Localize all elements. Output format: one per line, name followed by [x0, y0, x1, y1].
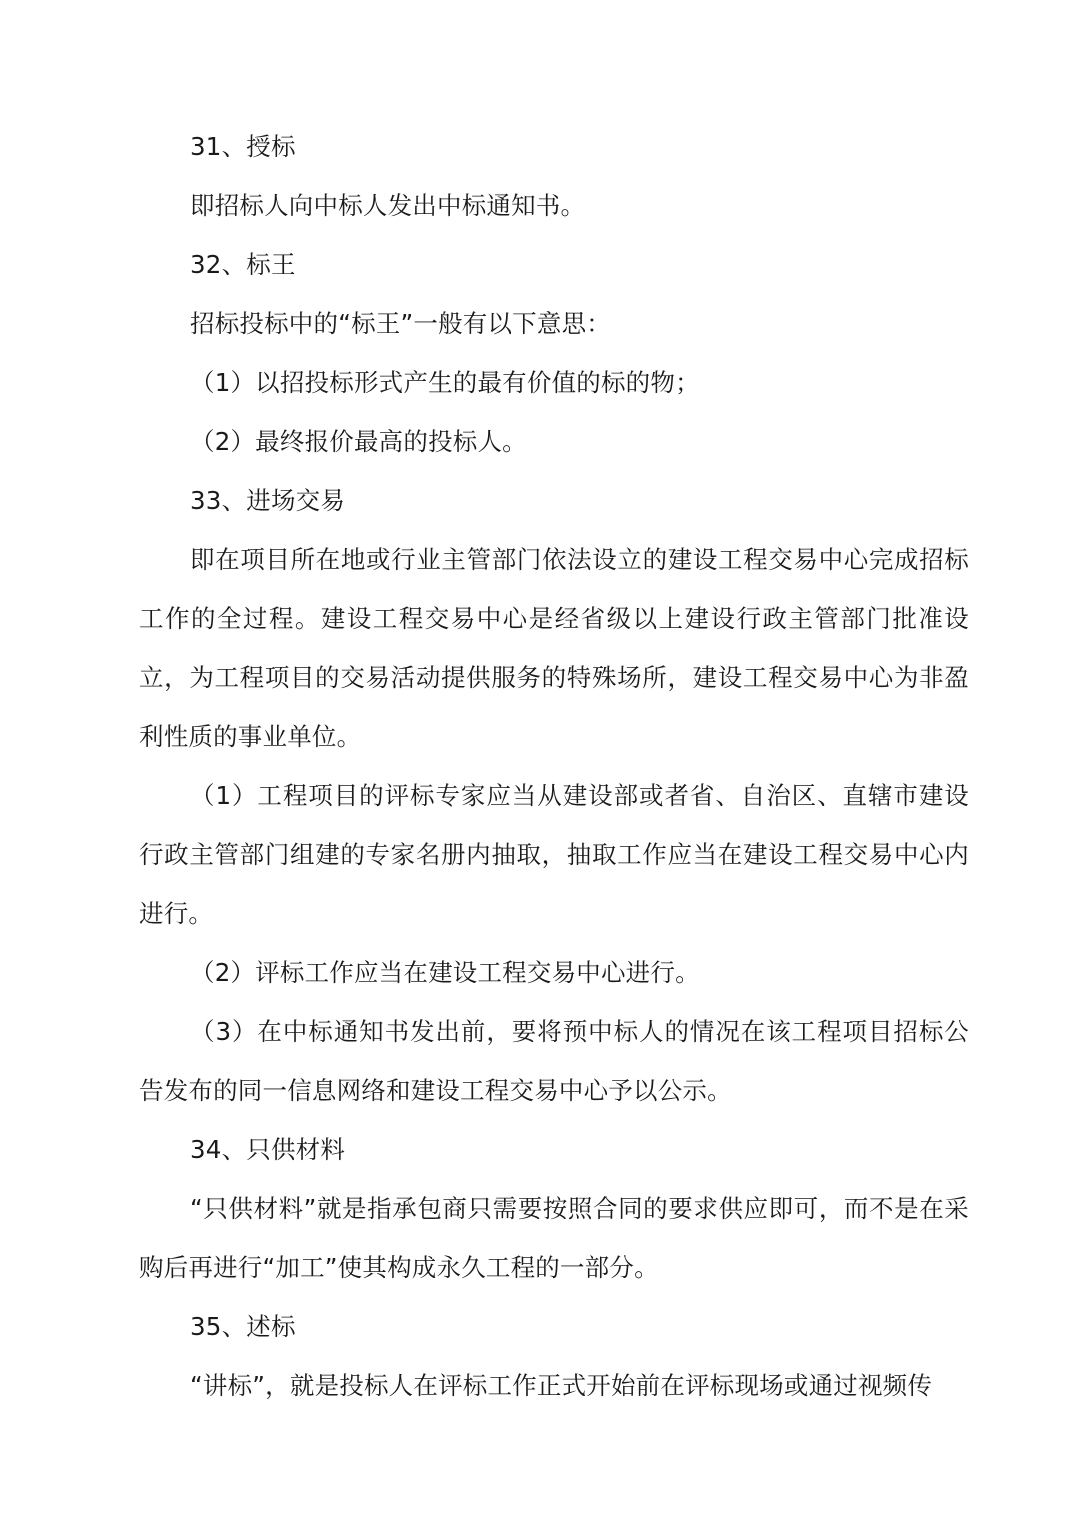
paragraph: “只供材料”就是指承包商只需要按照合同的要求供应即可，而不是在采购后再进行“加工”使其构成永久工程的一部分。 — [139, 1194, 969, 1282]
section-heading-35: 35、述标 — [190, 1312, 296, 1341]
section-heading-33: 33、进场交易 — [190, 486, 346, 515]
paragraph: 招标投标中的“标王”一般有以下意思： — [190, 309, 611, 338]
paragraph: “讲标”，就是投标人在评标工作正式开始前在评标现场或通过视频传 — [190, 1371, 933, 1400]
list-item: （1）以招投标形式产生的最有价值的标的物； — [190, 368, 700, 397]
section-heading-31: 31、授标 — [190, 132, 296, 161]
document-body — [139, 117, 969, 1415]
paragraph: 即招标人向中标人发出中标通知书。 — [190, 191, 586, 220]
list-item: （3）在中标通知书发出前，要将预中标人的情况在该工程项目招标公告发布的同一信息网络和建设工程交易中心予以公示。 — [139, 1017, 969, 1105]
section-heading-34: 34、只供材料 — [190, 1135, 346, 1164]
section-heading-32: 32、标王 — [190, 250, 296, 279]
paragraph: 即在项目所在地或行业主管部门依法设立的建设工程交易中心完成招标工作的全过程。建设工程交易中心是经省级以上建设行政主管部门批准设立，为工程项目的交易活动提供服务的特殊场所，建设工程交易中心为非盈利性质的事业单位。 — [139, 545, 969, 751]
list-item: （2）评标工作应当在建设工程交易中心进行。 — [190, 958, 700, 987]
list-item: （2）最终报价最高的投标人。 — [190, 427, 527, 456]
list-item: （1）工程项目的评标专家应当从建设部或者省、自治区、直辖市建设行政主管部门组建的专家名册内抽取，抽取工作应当在建设工程交易中心内进行。 — [139, 781, 969, 928]
